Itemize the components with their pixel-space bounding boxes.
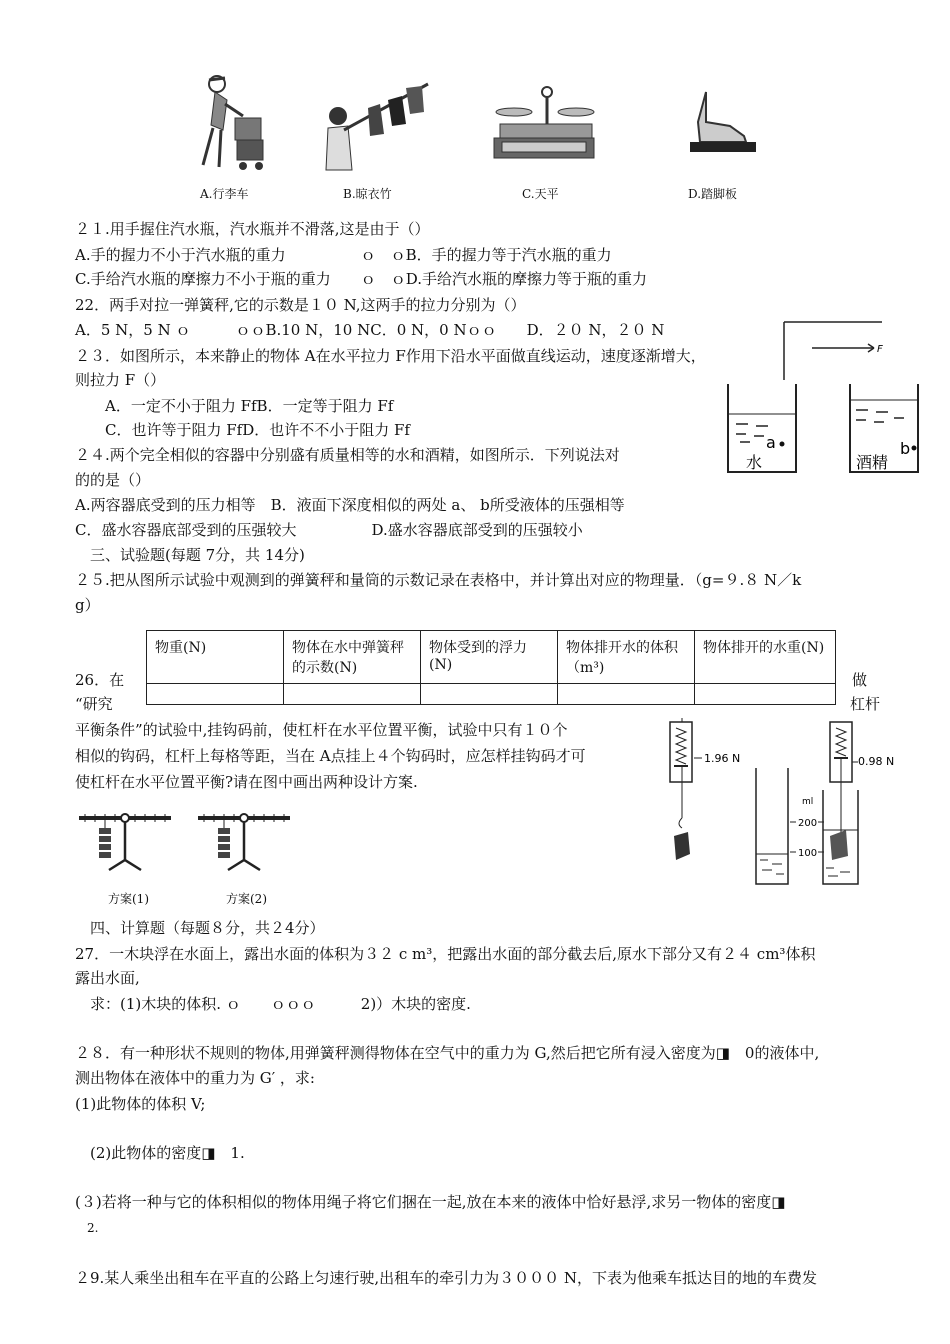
header-weight: 物重(N) xyxy=(147,631,284,684)
q26-line-5: 使杠杆在水平位置平衡?请在图中画出两种设计方案. xyxy=(75,773,418,791)
section-4-title: 四、计算题（每题８分，共２4分） xyxy=(75,919,325,937)
q25-record-table xyxy=(146,630,836,705)
cell-buoyancy[interactable] xyxy=(421,684,558,705)
cylinder-200-label: 200 xyxy=(798,818,818,829)
q26-line-3: 平衡条件”的试验中,挂钩码前，使杠杆在水平位置平衡，试验中只有１０个 xyxy=(75,721,568,739)
q27-line-3: 求：(1)木块的体积. ｏ ｏｏｏ 2)）木块的密度. xyxy=(75,995,471,1013)
reading-2-label: 0.98 N xyxy=(858,755,895,768)
plan-2-caption: 方案(2) xyxy=(226,892,267,906)
alcohol-label: 酒精 xyxy=(856,453,889,472)
q28-line-2: 测出物体在液体中的重力为 G′ ，求: xyxy=(75,1069,315,1087)
q24-options-ab: A.两容器底受到的压力相等 B．液面下深度相似的两处 a、 b所受液体的压强相等 xyxy=(75,496,625,514)
q25-spring-scale-figure xyxy=(668,718,908,888)
q25-stem-1: ２５.把从图所示试验中观测到的弹簧秤和量筒的示数记录在表格中，并计算出对应的物理量．（g=９.８ N／k xyxy=(75,571,802,589)
q28-line-3: (1)此物体的体积 V; xyxy=(75,1095,206,1113)
water-label: 水 xyxy=(746,453,763,472)
q28-line-6: 2. xyxy=(75,1221,99,1235)
luggage-cart-figure xyxy=(195,70,275,175)
cell-weight[interactable] xyxy=(147,684,284,705)
lever-plan-1-figure xyxy=(75,808,175,888)
point-a-label: a xyxy=(766,433,776,452)
cylinder-unit-label: ml xyxy=(802,797,814,807)
q23-options-ab: A．一定不小于阻力 FfB．一定等于阻力 Ff xyxy=(105,397,394,415)
cylinder-100-label: 100 xyxy=(798,848,818,859)
lever-plan-2-figure xyxy=(194,808,294,888)
header-spring-reading: 物体在水中弹簧秤的示数(N) xyxy=(284,631,421,684)
caption-clothes-pole: B.晾衣竹 xyxy=(343,187,392,201)
q23-pull-figure xyxy=(782,320,892,380)
q27-line-2: 露出水面, xyxy=(75,969,140,987)
q26-lead-1: 26．在 xyxy=(75,671,125,689)
q22-options: A．5 N，5 N ｏ ｏｏB.10 N，10 NC．0 N，0 Nｏｏ D．２０ N，２０ N xyxy=(75,321,665,339)
header-displaced-weight: 物体排开的水重(N) xyxy=(695,631,836,684)
q22-stem: 22．两手对拉一弹簧秤,它的示数是１０ N,这两手的拉力分别为（） xyxy=(75,296,526,314)
header-displaced-volume: 物体排开水的体积（m³) xyxy=(558,631,695,684)
q28-line-4: (2)此物体的密度◨ 1. xyxy=(75,1144,245,1162)
clothes-pole-figure xyxy=(318,78,438,173)
plan-1-caption: 方案(1) xyxy=(108,892,149,906)
reading-1-label: 1.96 N xyxy=(704,752,741,765)
q29-line-1: ２9.某人乘坐出租车在平直的公路上匀速行驶,出租车的牵引力为３０００ N，下表为他乘车抵达目的地的车费发 xyxy=(75,1269,817,1287)
cell-displaced-volume[interactable] xyxy=(558,684,695,705)
q24-containers-figure xyxy=(724,382,924,477)
q26-right-1: 做 xyxy=(852,671,868,689)
caption-pedal: D.踏脚板 xyxy=(688,187,738,201)
section-3-title: 三、试验题(每题 7分，共 14分) xyxy=(75,546,305,564)
q21-options-cd: C.手给汽水瓶的摩擦力不小于瓶的重力 ｏ ｏD.手给汽水瓶的摩擦力等于瓶的重力 xyxy=(75,270,647,288)
q27-line-1: 27．一木块浮在水面上，露出水面的体积为３２ c m³，把露出水面的部分截去后,原水下部分又有２４ cm³体积 xyxy=(75,945,816,963)
caption-balance: C.天平 xyxy=(522,187,559,201)
q26-lead-2: “研究 xyxy=(75,695,113,713)
q23-options-cd: C．也许等于阻力 FfD．也许不不小于阻力 Ff xyxy=(105,421,410,439)
q25-stem-2: g） xyxy=(75,596,100,614)
pedal-figure xyxy=(686,92,758,154)
q21-stem: ２１.用手握住汽水瓶，汽水瓶并不滑落,这是由于（） xyxy=(75,220,430,238)
q24-stem-2: 的的是（） xyxy=(75,471,151,489)
q24-stem-1: ２４.两个完全相似的容器中分别盛有质量相等的水和酒精，如图所示．下列说法对 xyxy=(75,446,620,464)
q23-stem-2: 则拉力 F（） xyxy=(75,371,166,389)
q26-line-4: 相似的钩码，杠杆上每格等距，当在 A点挂上４个钩码时，应怎样挂钩码才可 xyxy=(75,747,586,765)
q28-line-5: (３)若将一种与它的体积相似的物体用绳子将它们捆在一起,放在本来的液体中恰好悬浮,求另一物体的密度◨ xyxy=(75,1193,786,1211)
caption-luggage-cart: A.行李车 xyxy=(200,187,249,201)
q24-options-cd: C．盛水容器底部受到的压强较大 D.盛水容器底部受到的压强较小 xyxy=(75,521,583,539)
force-label: F xyxy=(877,344,883,355)
q28-line-1: ２８．有一种形状不规则的物体,用弹簧秤测得物体在空气中的重力为 G,然后把它所有浸入密度为◨ 0的液体中, xyxy=(75,1044,820,1062)
cell-displaced-weight[interactable] xyxy=(695,684,836,705)
q26-right-2: 杠杆 xyxy=(850,695,881,713)
balance-scale-figure xyxy=(492,84,597,166)
cell-spring-reading[interactable] xyxy=(284,684,421,705)
point-b-label: b xyxy=(900,439,911,458)
q21-options-ab: A.手的握力不小于汽水瓶的重力 ｏ ｏB．手的握力等于汽水瓶的重力 xyxy=(75,246,612,264)
q23-stem-1: ２３．如图所示，本来静止的物体 A在水平拉力 F作用下沿水平面做直线运动，速度逐渐增大， xyxy=(75,347,706,365)
header-buoyancy: 物体受到的浮力(N) xyxy=(421,631,558,684)
